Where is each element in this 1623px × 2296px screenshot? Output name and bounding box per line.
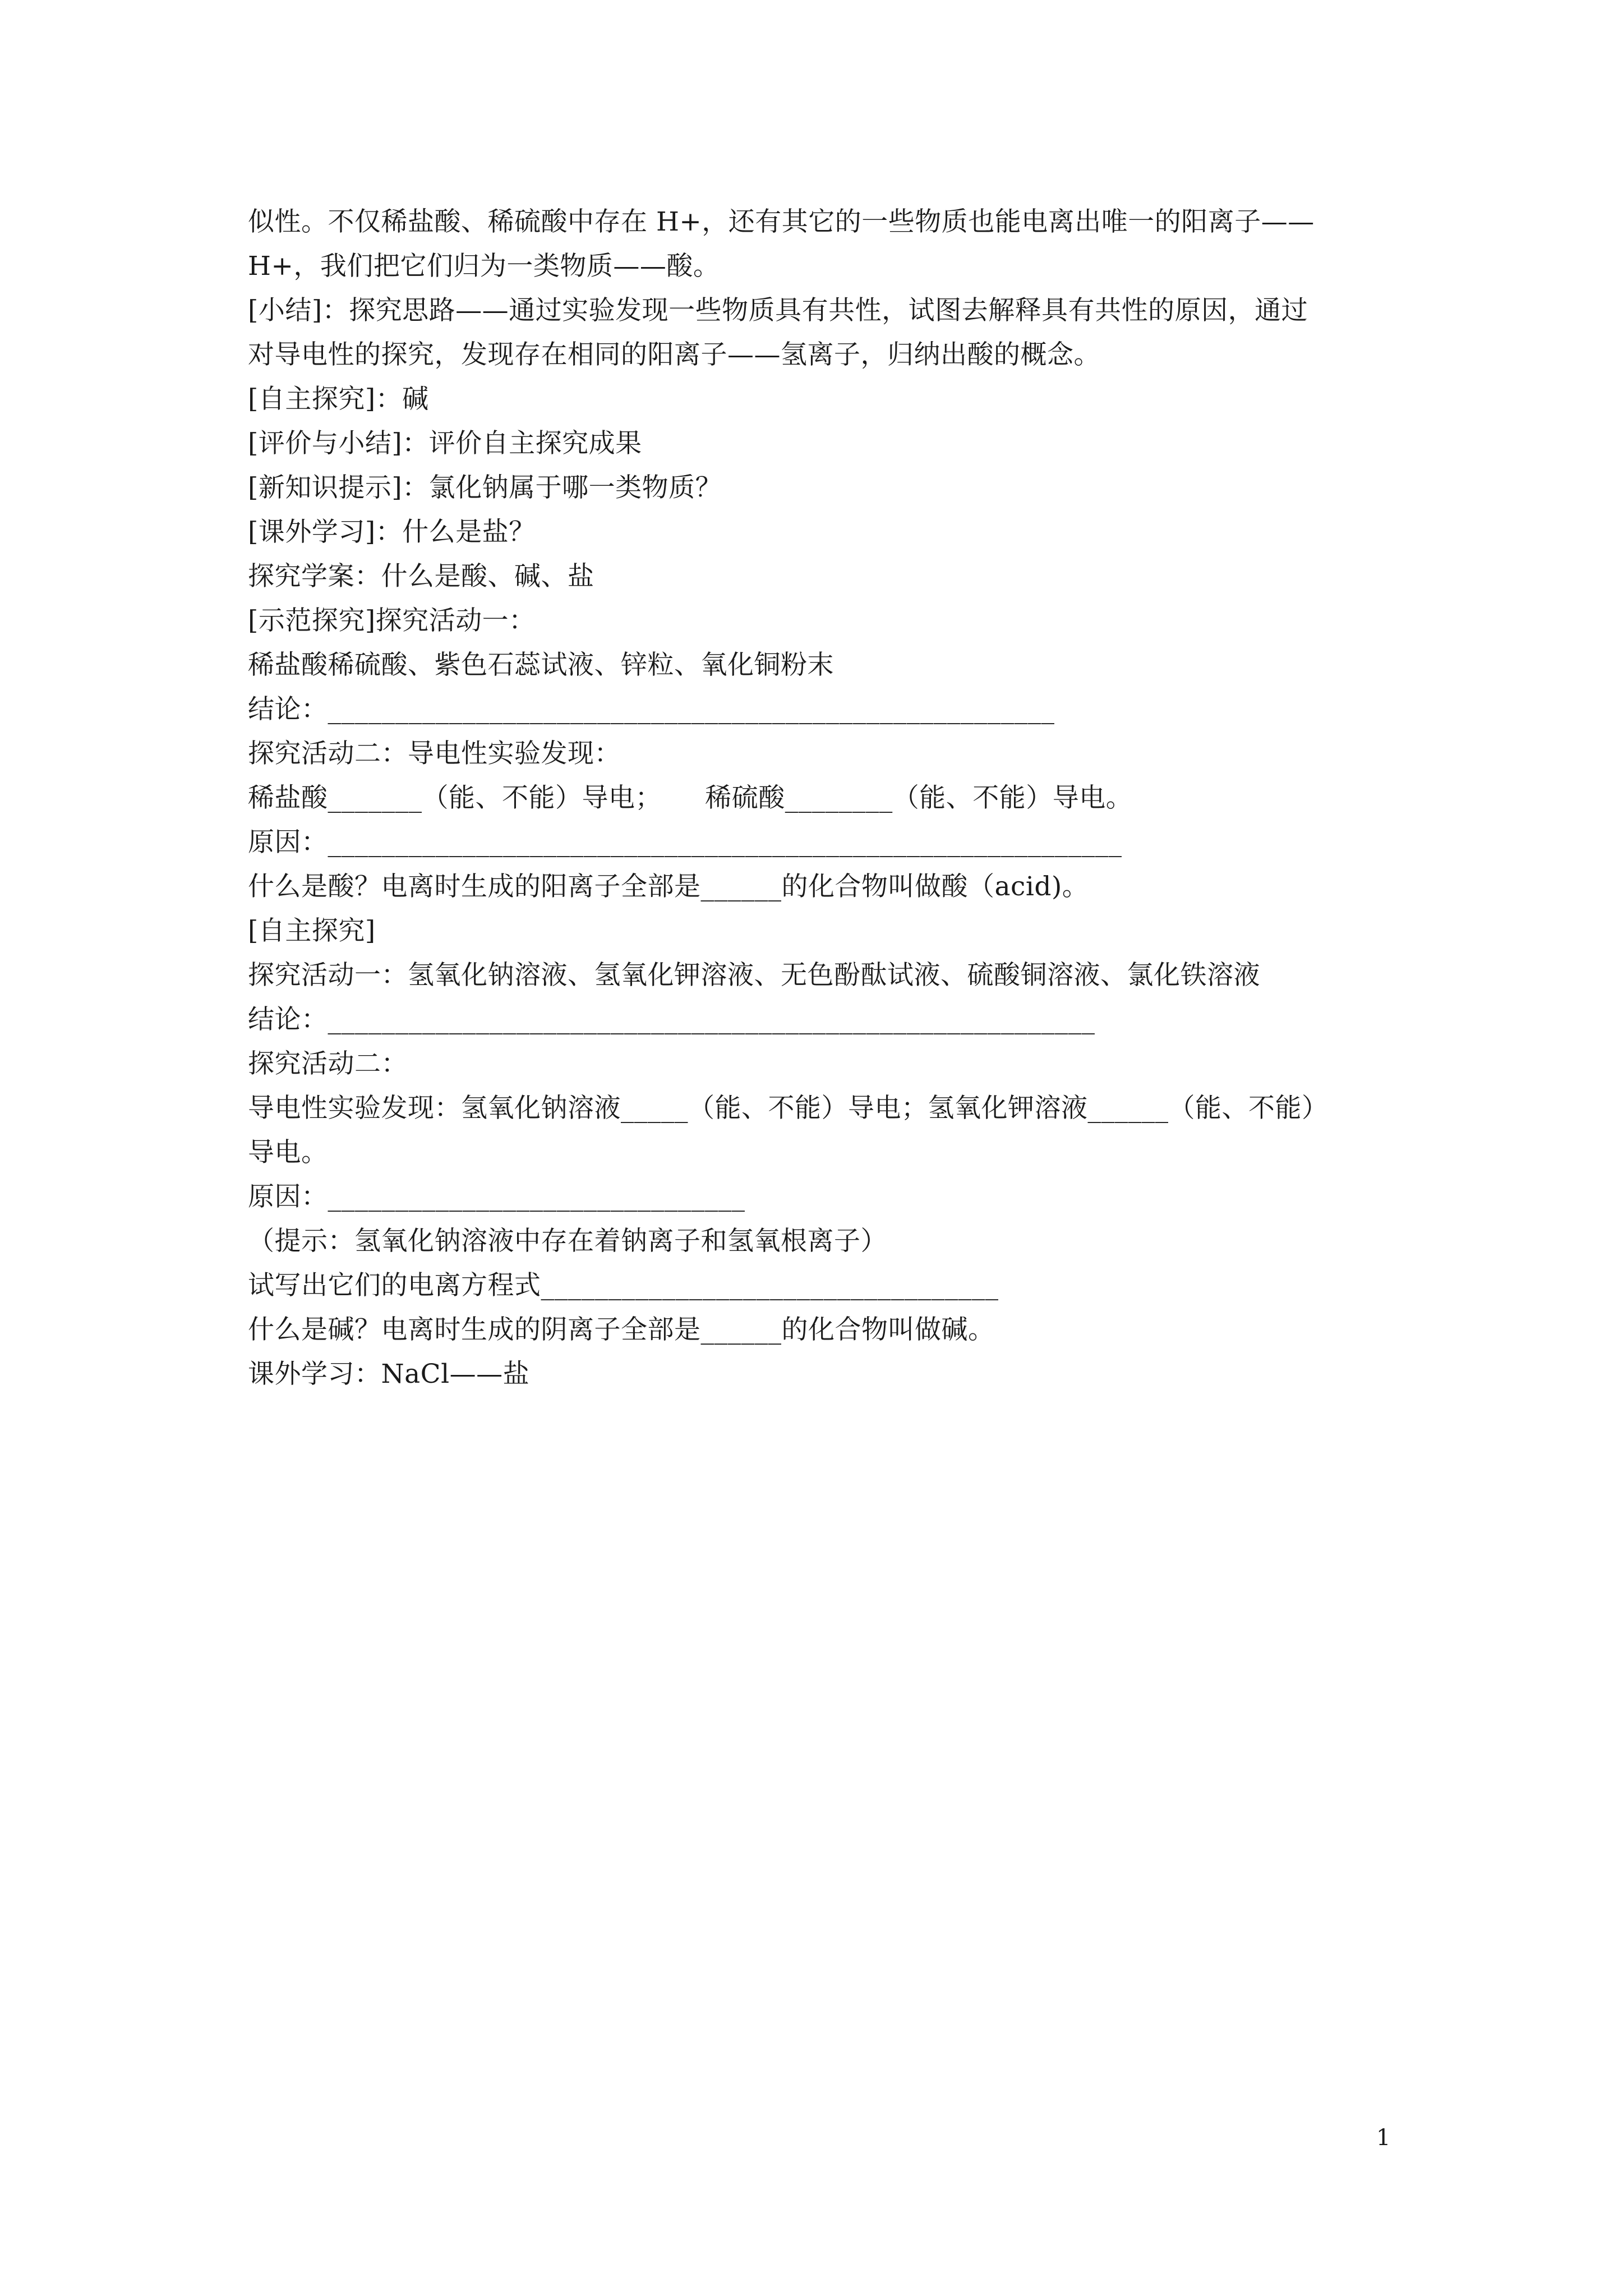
text-line: 稀盐酸稀硫酸、紫色石蕊试液、锌粒、氧化铜粉末 [248, 650, 834, 680]
section-heading-new-knowledge: [新知识提示]：氯化钠属于哪一类物质？ [248, 472, 722, 503]
text-line: 探究活动二：导电性实验发现： [248, 738, 621, 769]
ionization-equation-line: 试写出它们的电离方程式__________________________________ [248, 1270, 999, 1301]
text-line: 探究活动二： [248, 1048, 408, 1079]
conclusion-blank-line: 结论：______________________________________________________ [248, 694, 1055, 725]
conclusion-blank-line: 结论：_________________________________________________________ [248, 1004, 1095, 1035]
text-line: 课外学习：NaCl——盐 [248, 1359, 530, 1389]
text-line: [小结]：探究思路——通过实验发现一些物质具有共性，试图去解释具有共性的原因，通过 [248, 295, 1308, 326]
text-line: 似性。不仅稀盐酸、稀硫酸中存在 H+，还有其它的一些物质也能电离出唯一的阳离子—— [248, 206, 1315, 237]
reason-blank-line: 原因：___________________________________________________________ [248, 827, 1122, 858]
section-heading-demo-inquiry: [示范探究]探究活动一： [248, 605, 536, 636]
worksheet-title: 探究学案：什么是酸、碱、盐 [248, 561, 594, 592]
acid-definition-line: 什么是酸？电离时生成的阳离子全部是______的化合物叫做酸（acid)。 [248, 871, 1089, 902]
reason-blank-line: 原因：_______________________________ [248, 1181, 745, 1212]
text-line: 导电。 [248, 1137, 328, 1168]
section-heading-self-inquiry-2: [自主探究] [248, 915, 376, 946]
hint-line: （提示：氢氧化钠溶液中存在着钠离子和氢氧根离子） [248, 1226, 887, 1257]
base-definition-line: 什么是碱？电离时生成的阴离子全部是______的化合物叫做碱。 [248, 1314, 995, 1345]
text-line: 对导电性的探究，发现存在相同的阳离子——氢离子，归纳出酸的概念。 [248, 339, 1100, 370]
section-heading-self-inquiry: [自主探究]：碱 [248, 384, 429, 415]
text-line: 探究活动一：氢氧化钠溶液、氢氧化钾溶液、无色酚酞试液、硫酸铜溶液、氯化铁溶液 [248, 960, 1260, 991]
document-body [248, 200, 1398, 1396]
fill-in-line: 导电性实验发现：氢氧化钠溶液_____（能、不能）导电；氢氧化钾溶液______（能、不能） [248, 1093, 1329, 1124]
section-heading-extracurricular: [课外学习]：什么是盐？ [248, 517, 536, 547]
text-line: H+，我们把它们归为一类物质——酸。 [248, 251, 720, 282]
page-number: 1 [1376, 2125, 1391, 2151]
fill-in-line: 稀盐酸_______（能、不能）导电； 稀硫酸________（能、不能）导电。 [248, 783, 1133, 813]
section-heading-evaluation: [评价与小结]：评价自主探究成果 [248, 428, 642, 459]
